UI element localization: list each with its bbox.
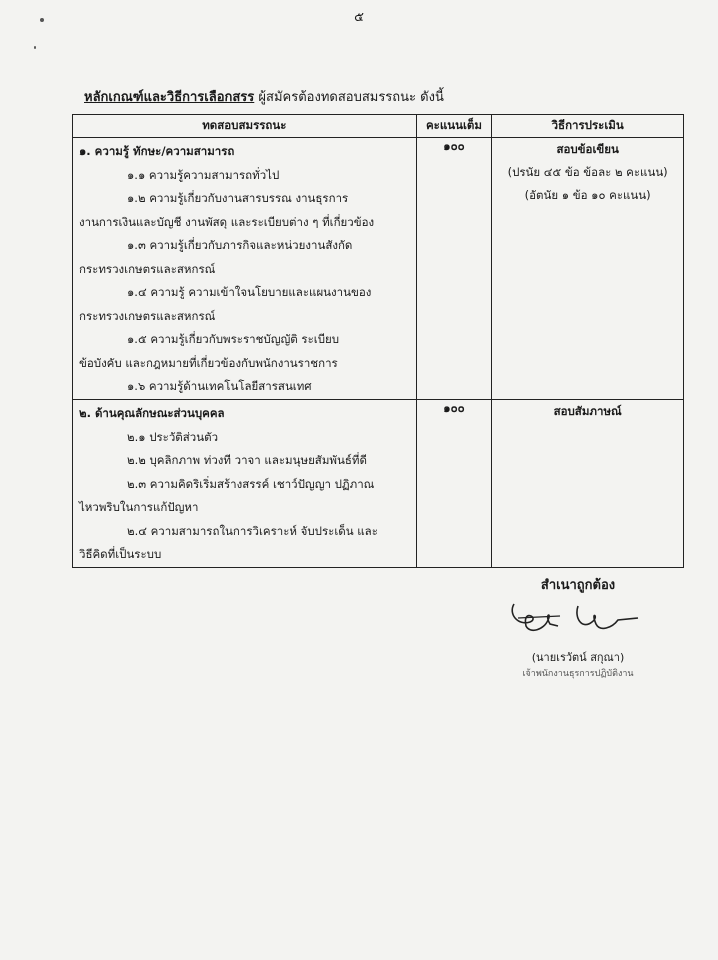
section-line: ๑.๒ ความรู้เกี่ยวกับงานสารบรรณ งานธุรการ: [127, 191, 349, 205]
signer-position: เจ้าพนักงานธุรการปฏิบัติงาน: [522, 669, 634, 679]
section-1-method: [492, 138, 684, 400]
section-2-method: [492, 400, 684, 568]
section-line: ๒.๒ บุคลิกภาพ ท่วงที วาจา และมนุษยสัมพันธ์ที่ดี: [127, 453, 367, 467]
section-line: ๒.๓ ความคิดริเริ่มสร้างสรรค์ เชาว์ปัญญา ปฏิภาณ: [127, 476, 375, 491]
section-line: ๑.๓ ความรู้เกี่ยวกับภารกิจและหน่วยงานสังกัด: [127, 238, 353, 252]
method-line: (ปรนัย ๔๕ ข้อ ข้อละ ๒ คะแนน): [507, 165, 668, 179]
criteria-heading: [84, 86, 444, 107]
section-line: วิธีคิดที่เป็นระบบ: [79, 547, 162, 561]
method-line: สอบข้อเขียน: [556, 142, 619, 156]
section-line: ๑.๔ ความรู้ ความเข้าใจนโยบายและแผนงานของ: [127, 285, 372, 299]
table-row: [73, 400, 684, 568]
section-2-score: ๑๐๐: [416, 400, 492, 568]
section-line: ข้อบังคับ และกฎหมายที่เกี่ยวข้องกับพนักงานราชการ: [79, 355, 338, 370]
page-number: ๕: [354, 10, 364, 25]
section-title: ๒. ด้านคุณลักษณะส่วนบุคคล: [79, 406, 225, 420]
header-full-score: คะแนนเต็ม: [416, 115, 492, 138]
scan-speck: [40, 18, 44, 22]
table-row: [73, 138, 684, 400]
criteria-table: [72, 114, 684, 568]
header-competency: ทดสอบสมรรถนะ: [73, 115, 417, 138]
section-line: ๑.๕ ความรู้เกี่ยวกับพระราชบัญญัติ ระเบียบ: [127, 332, 340, 346]
section-line: ๑.๖ ความรู้ด้านเทคโนโลยีสารสนเทศ: [127, 379, 312, 393]
header-method: วิธีการประเมิน: [492, 115, 684, 138]
heading-rest: ผู้สมัครต้องทดสอบสมรรถนะ ดังนี้: [258, 90, 444, 105]
method-line: (อัตนัย ๑ ข้อ ๑๐ คะแนน): [524, 188, 651, 202]
signature: [500, 596, 650, 638]
section-line: ๒.๔ ความสามารถในการวิเคราะห์ จับประเด็น และ: [127, 523, 378, 538]
section-line: ไหวพริบในการแก้ปัญหา: [79, 500, 199, 514]
section-1-cell: [73, 138, 417, 400]
section-line: กระทรวงเกษตรและสหกรณ์: [79, 261, 216, 276]
section-line: ๑.๑ ความรู้ความสามารถทั่วไป: [127, 167, 280, 182]
section-1-score: ๑๐๐: [416, 138, 492, 400]
certified-copy-label: สำเนาถูกต้อง: [540, 578, 616, 593]
method-line: สอบสัมภาษณ์: [553, 404, 622, 418]
section-title: ๑. ความรู้ ทักษะ/ความสามารถ: [79, 144, 235, 158]
heading-underlined: หลักเกณฑ์และวิธีการเลือกสรร: [84, 90, 255, 105]
table-header-row: [73, 115, 684, 138]
section-line: กระทรวงเกษตรและสหกรณ์: [79, 308, 216, 323]
section-line: งานการเงินและบัญชี งานพัสดุ และระเบียบต่าง ๆ ที่เกี่ยวข้อง: [79, 214, 375, 229]
scan-speck: [34, 46, 36, 49]
section-line: ๒.๑ ประวัติส่วนตัว: [127, 429, 219, 444]
section-2-cell: [73, 400, 417, 568]
signer-name: (นายเรวัตน์ สกุณา): [531, 651, 625, 664]
